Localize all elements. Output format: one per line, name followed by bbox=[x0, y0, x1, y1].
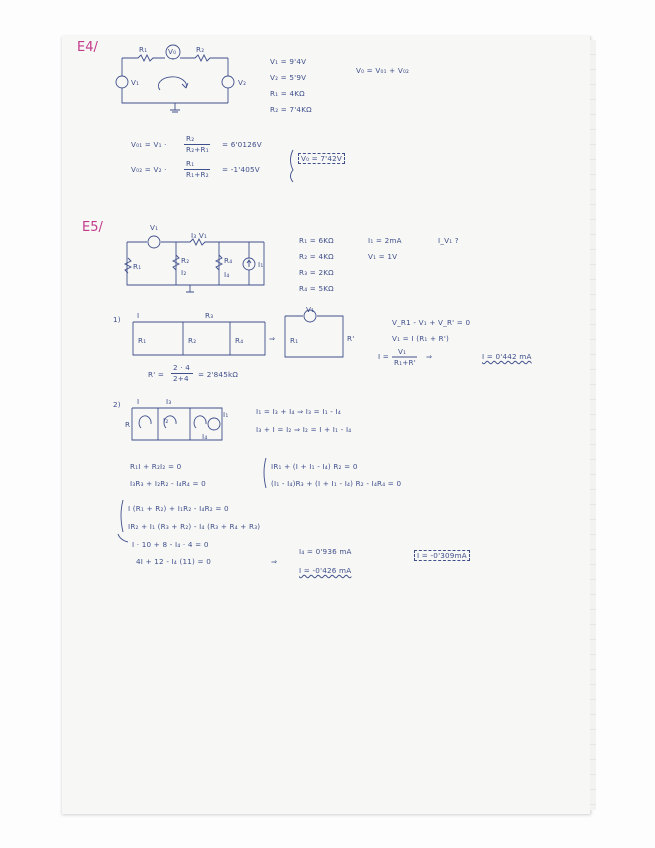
e5-r4-label: R₄ bbox=[224, 256, 233, 265]
e5-part2-r: R bbox=[125, 420, 131, 429]
e5-given-r4: R₄ = 5KΩ bbox=[299, 284, 334, 293]
e4-given-v2: V₂ = 5'9V bbox=[270, 73, 307, 82]
e4-title: E4/ bbox=[77, 40, 98, 55]
e5-i1-label: I₁ bbox=[258, 260, 264, 269]
e4-v2-label: V₂ bbox=[238, 78, 247, 87]
e4-v1-label: V₁ bbox=[131, 78, 140, 87]
e5-part1-i-den: R₁+R' bbox=[394, 358, 416, 367]
e5-part1-r3: R₃ bbox=[205, 311, 214, 320]
e5-part1-rprime-den: 2+4 bbox=[173, 374, 189, 383]
e4-vo2-den: R₁+R₂ bbox=[186, 170, 209, 179]
e4-vo2-num: R₁ bbox=[186, 159, 195, 168]
e5-part2-kvl-left1: R₁I + R₂I₂ = 0 bbox=[130, 462, 182, 471]
e5-i2-label: I₂ bbox=[181, 268, 187, 277]
e5-part1-r2: R₂ bbox=[188, 336, 197, 345]
e5-part2-sys4: 4I + 12 - I₄ (11) = 0 bbox=[136, 557, 211, 566]
e5-part1-rprime-num: 2 · 4 bbox=[173, 363, 190, 372]
e5-part1-arrow2: ⇒ bbox=[426, 352, 433, 361]
e5-given-r2: R₂ = 4KΩ bbox=[299, 252, 334, 261]
e4-vo1-den: R₂+R₁ bbox=[186, 145, 209, 154]
e4-vo1-lhs: V₀₁ = V₁ · bbox=[131, 140, 167, 149]
e5-part1-rprime-label: R' bbox=[347, 334, 355, 343]
e5-part1-r1: R₁ bbox=[138, 336, 147, 345]
e5-part2-kvl-left2: I₃R₃ + I₂R₂ - I₄R₄ = 0 bbox=[130, 479, 206, 488]
e5-part2-i4: I₄ bbox=[202, 432, 208, 441]
e5-question: I_V₁ ? bbox=[438, 236, 459, 245]
e5-part2-result: I = -0'309mA bbox=[414, 550, 470, 561]
e5-part2-arrow: ⇒ bbox=[271, 557, 278, 566]
e5-part2-i-value: I = -0'426 mA bbox=[299, 566, 352, 575]
e5-part1-i-num: V₁ bbox=[398, 347, 407, 356]
e5-part1-rprime: R' = bbox=[148, 370, 165, 379]
e5-r1-label: R₁ bbox=[133, 262, 142, 271]
e5-given-v1: V₁ = 1V bbox=[368, 252, 398, 261]
e5-part2-label: 2) bbox=[113, 400, 121, 409]
e5-given-r3: R₃ = 2KΩ bbox=[299, 268, 334, 277]
e5-r2-label: R₂ bbox=[181, 256, 190, 265]
e4-given-v1: V₁ = 9'4V bbox=[270, 57, 307, 66]
e5-part2-i2: I₂ bbox=[163, 416, 169, 425]
e5-part2-rel1: I₁ = I₃ + I₄ ⇒ I₃ = I₁ - I₄ bbox=[256, 407, 341, 416]
e5-part1-i: I bbox=[137, 311, 140, 320]
e4-r1-label: R₁ bbox=[139, 45, 148, 54]
e5-part1-result: I = 0'442 mA bbox=[482, 352, 532, 361]
e4-given-r2: R₂ = 7'4KΩ bbox=[270, 105, 312, 114]
e4-r2-label: R₂ bbox=[196, 45, 205, 54]
e5-part1-r1b: R₁ bbox=[290, 336, 299, 345]
e5-given-r1: R₁ = 6KΩ bbox=[299, 236, 334, 245]
e5-part1-r4: R₄ bbox=[235, 336, 244, 345]
e5-part2-sys3: I · 10 + 8 - I₄ · 4 = 0 bbox=[132, 540, 209, 549]
e5-part1-rprime-val: = 2'845kΩ bbox=[198, 370, 239, 379]
e5-part2-i4-value: I₄ = 0'936 mA bbox=[299, 547, 352, 556]
e5-i4-label: I₄ bbox=[224, 270, 230, 279]
e5-part1-v1: V₁ bbox=[306, 305, 315, 314]
e4-vo-label: V₀ bbox=[168, 47, 177, 56]
e4-vo2-lhs: V₀₂ = V₂ · bbox=[131, 165, 167, 174]
e4-given-r1: R₁ = 4KΩ bbox=[270, 89, 305, 98]
e5-part1-label: 1) bbox=[113, 315, 121, 324]
e5-part2-rel2: I₃ + I = I₂ ⇒ I₂ = I + I₁ - I₄ bbox=[256, 425, 352, 434]
e5-part2-i3: I₃ bbox=[166, 397, 172, 406]
e5-part2-i: I bbox=[137, 397, 140, 406]
e4-vo1-rhs: = 6'0126V bbox=[222, 140, 262, 149]
e5-part1-arrow: ⇒ bbox=[269, 334, 276, 343]
e5-iv1-label: I₃ V₁ bbox=[191, 231, 208, 240]
e5-part2-kvl-right1: IR₁ + (I + I₁ - I₄) R₂ = 0 bbox=[271, 462, 358, 471]
e4-vo2-rhs: = -1'405V bbox=[222, 165, 260, 174]
e5-part2-sys2: IR₂ + I₁ (R₃ + R₂) - I₄ (R₃ + R₄ + R₃) bbox=[128, 522, 261, 531]
e4-result: V₀ = 7'42V bbox=[298, 153, 345, 164]
e5-part1-eq1: V_R1 - V₁ + V_R' = 0 bbox=[392, 318, 471, 327]
e4-vo1-num: R₂ bbox=[186, 134, 195, 143]
e5-part2-kvl-right2: (I₁ - I₄)R₃ + (I + I₁ - I₄) R₂ - I₄R₄ = 0 bbox=[271, 479, 402, 488]
e5-part1-i-lhs: I = bbox=[378, 352, 390, 361]
e5-part2-i1: I₁ bbox=[223, 410, 229, 419]
e5-title: E5/ bbox=[82, 220, 103, 235]
e5-given-i1: I₁ = 2mA bbox=[368, 236, 402, 245]
e4-relation: V₀ = V₀₁ + V₀₂ bbox=[356, 66, 410, 75]
e5-v1-label: V₁ bbox=[150, 223, 159, 232]
e5-part1-eq2: V₁ = I (R₁ + R') bbox=[392, 334, 450, 343]
e5-part2-sys1: I (R₁ + R₂) + I₁R₂ - I₄R₂ = 0 bbox=[128, 504, 229, 513]
